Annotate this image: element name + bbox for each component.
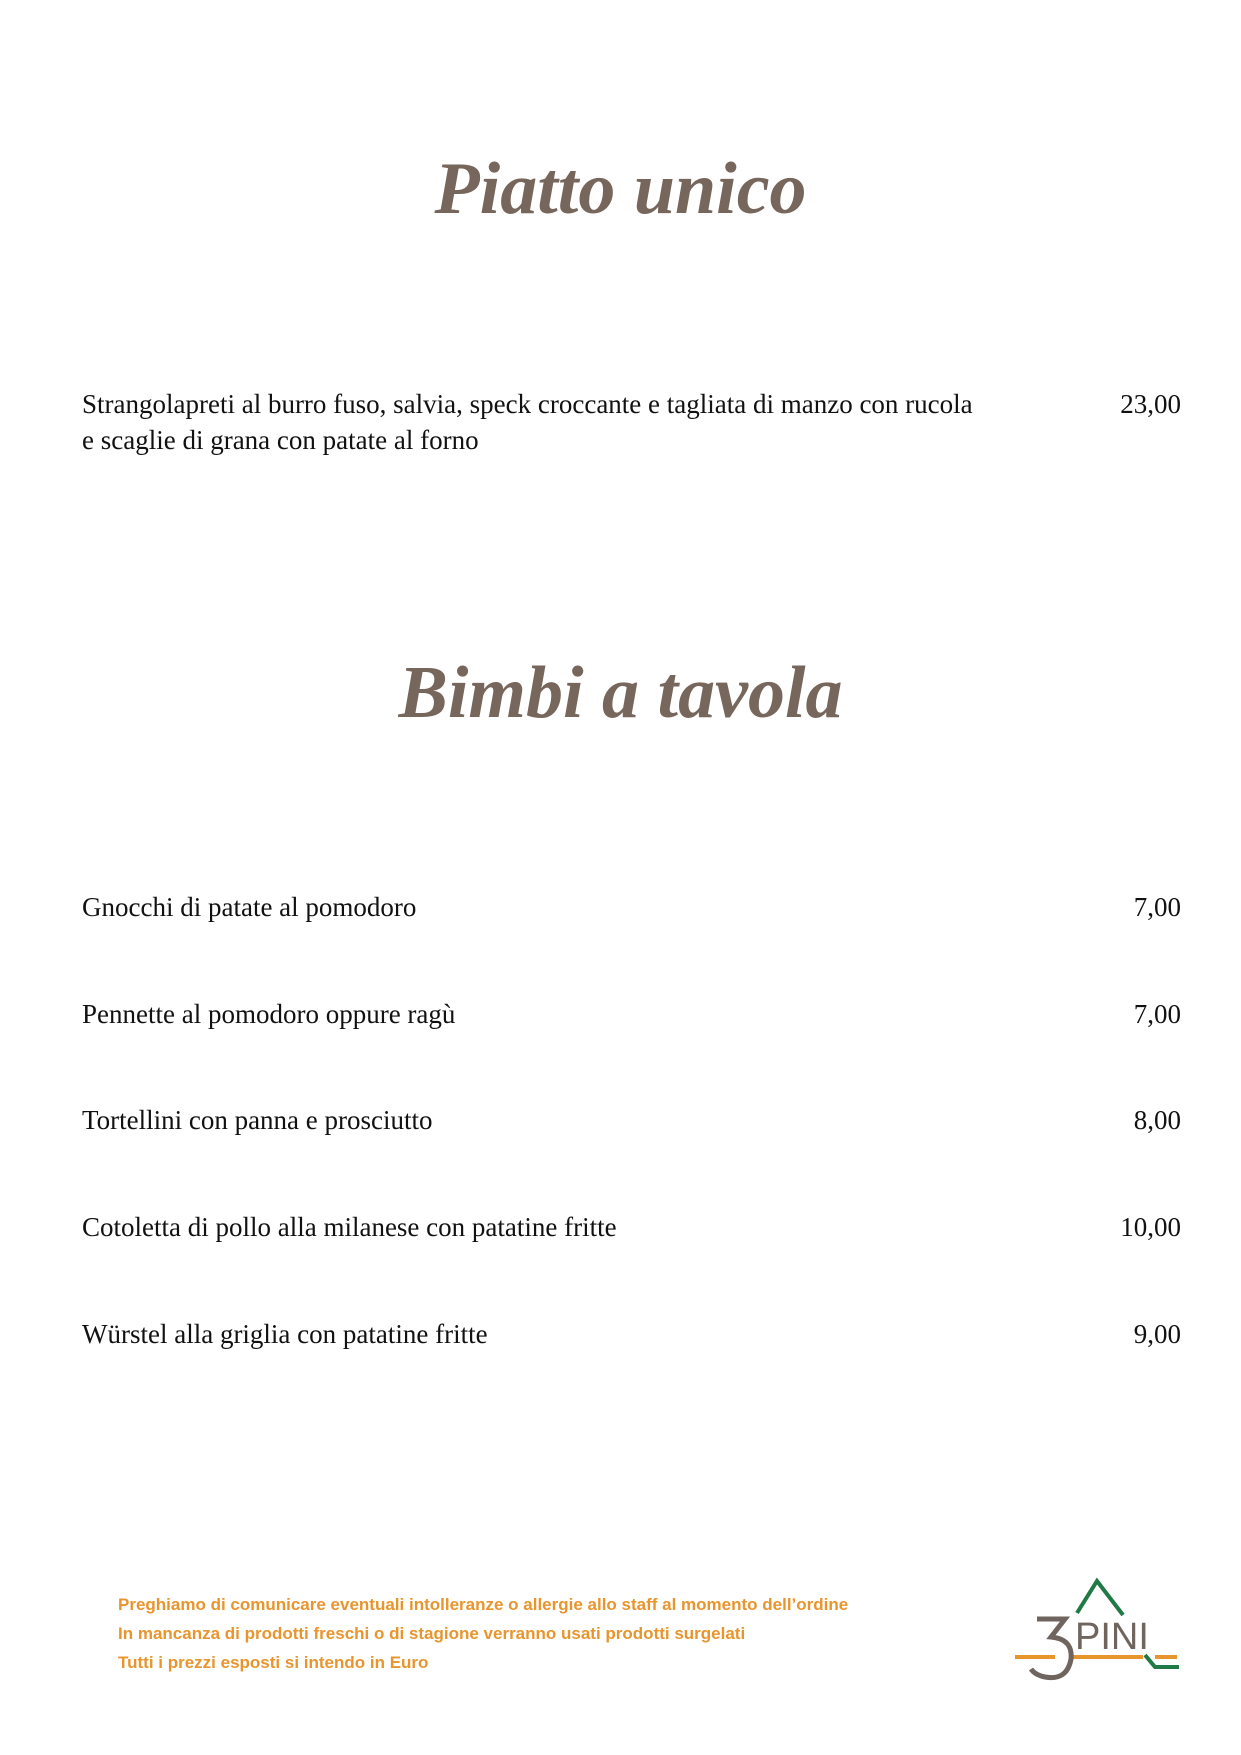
menu-item (82, 889, 1181, 925)
section-title-piatto-unico: Piatto unico (434, 148, 807, 230)
menu-item-price: 7,00 (1133, 999, 1181, 1029)
footer-allergy-note: Preghiamo di comunicare eventuali intolleranze o allergie allo staff al momento dell’ordine (118, 1595, 849, 1614)
menu-item (82, 386, 1181, 458)
menu-item-name: Würstel alla griglia con patatine fritte (82, 1319, 488, 1349)
restaurant-logo (1015, 1575, 1180, 1685)
menu-item-price: 9,00 (1133, 1319, 1181, 1349)
menu-item-price: 7,00 (1133, 892, 1181, 922)
svg-text:PINI: PINI (1075, 1616, 1149, 1658)
menu-item-name: Strangolapreti al burro fuso, salvia, speck croccante e tagliata di manzo con rucola e scaglie di grana con patate al forno (82, 389, 973, 455)
menu-item (82, 1209, 1181, 1245)
section-title-bimbi-a-tavola: Bimbi a tavola (398, 652, 843, 734)
menu-item-name: Pennette al pomodoro oppure ragù (82, 999, 456, 1029)
menu-item (82, 996, 1181, 1032)
menu-item-price: 10,00 (1120, 1212, 1181, 1242)
menu-item (82, 1102, 1181, 1138)
menu-item-price: 23,00 (1120, 389, 1181, 419)
footer-notes (118, 1590, 848, 1677)
menu-item-name: Gnocchi di patate al pomodoro (82, 892, 417, 922)
footer-currency-note: Tutti i prezzi esposti si intendo in Euro (118, 1653, 429, 1672)
menu-item-price: 8,00 (1133, 1105, 1181, 1135)
menu-item-name: Tortellini con panna e prosciutto (82, 1105, 433, 1135)
menu-item (82, 1316, 1181, 1352)
menu-item-name: Cotoletta di pollo alla milanese con patatine fritte (82, 1212, 617, 1242)
footer-frozen-note: In mancanza di prodotti freschi o di stagione verranno usati prodotti surgelati (118, 1624, 746, 1643)
